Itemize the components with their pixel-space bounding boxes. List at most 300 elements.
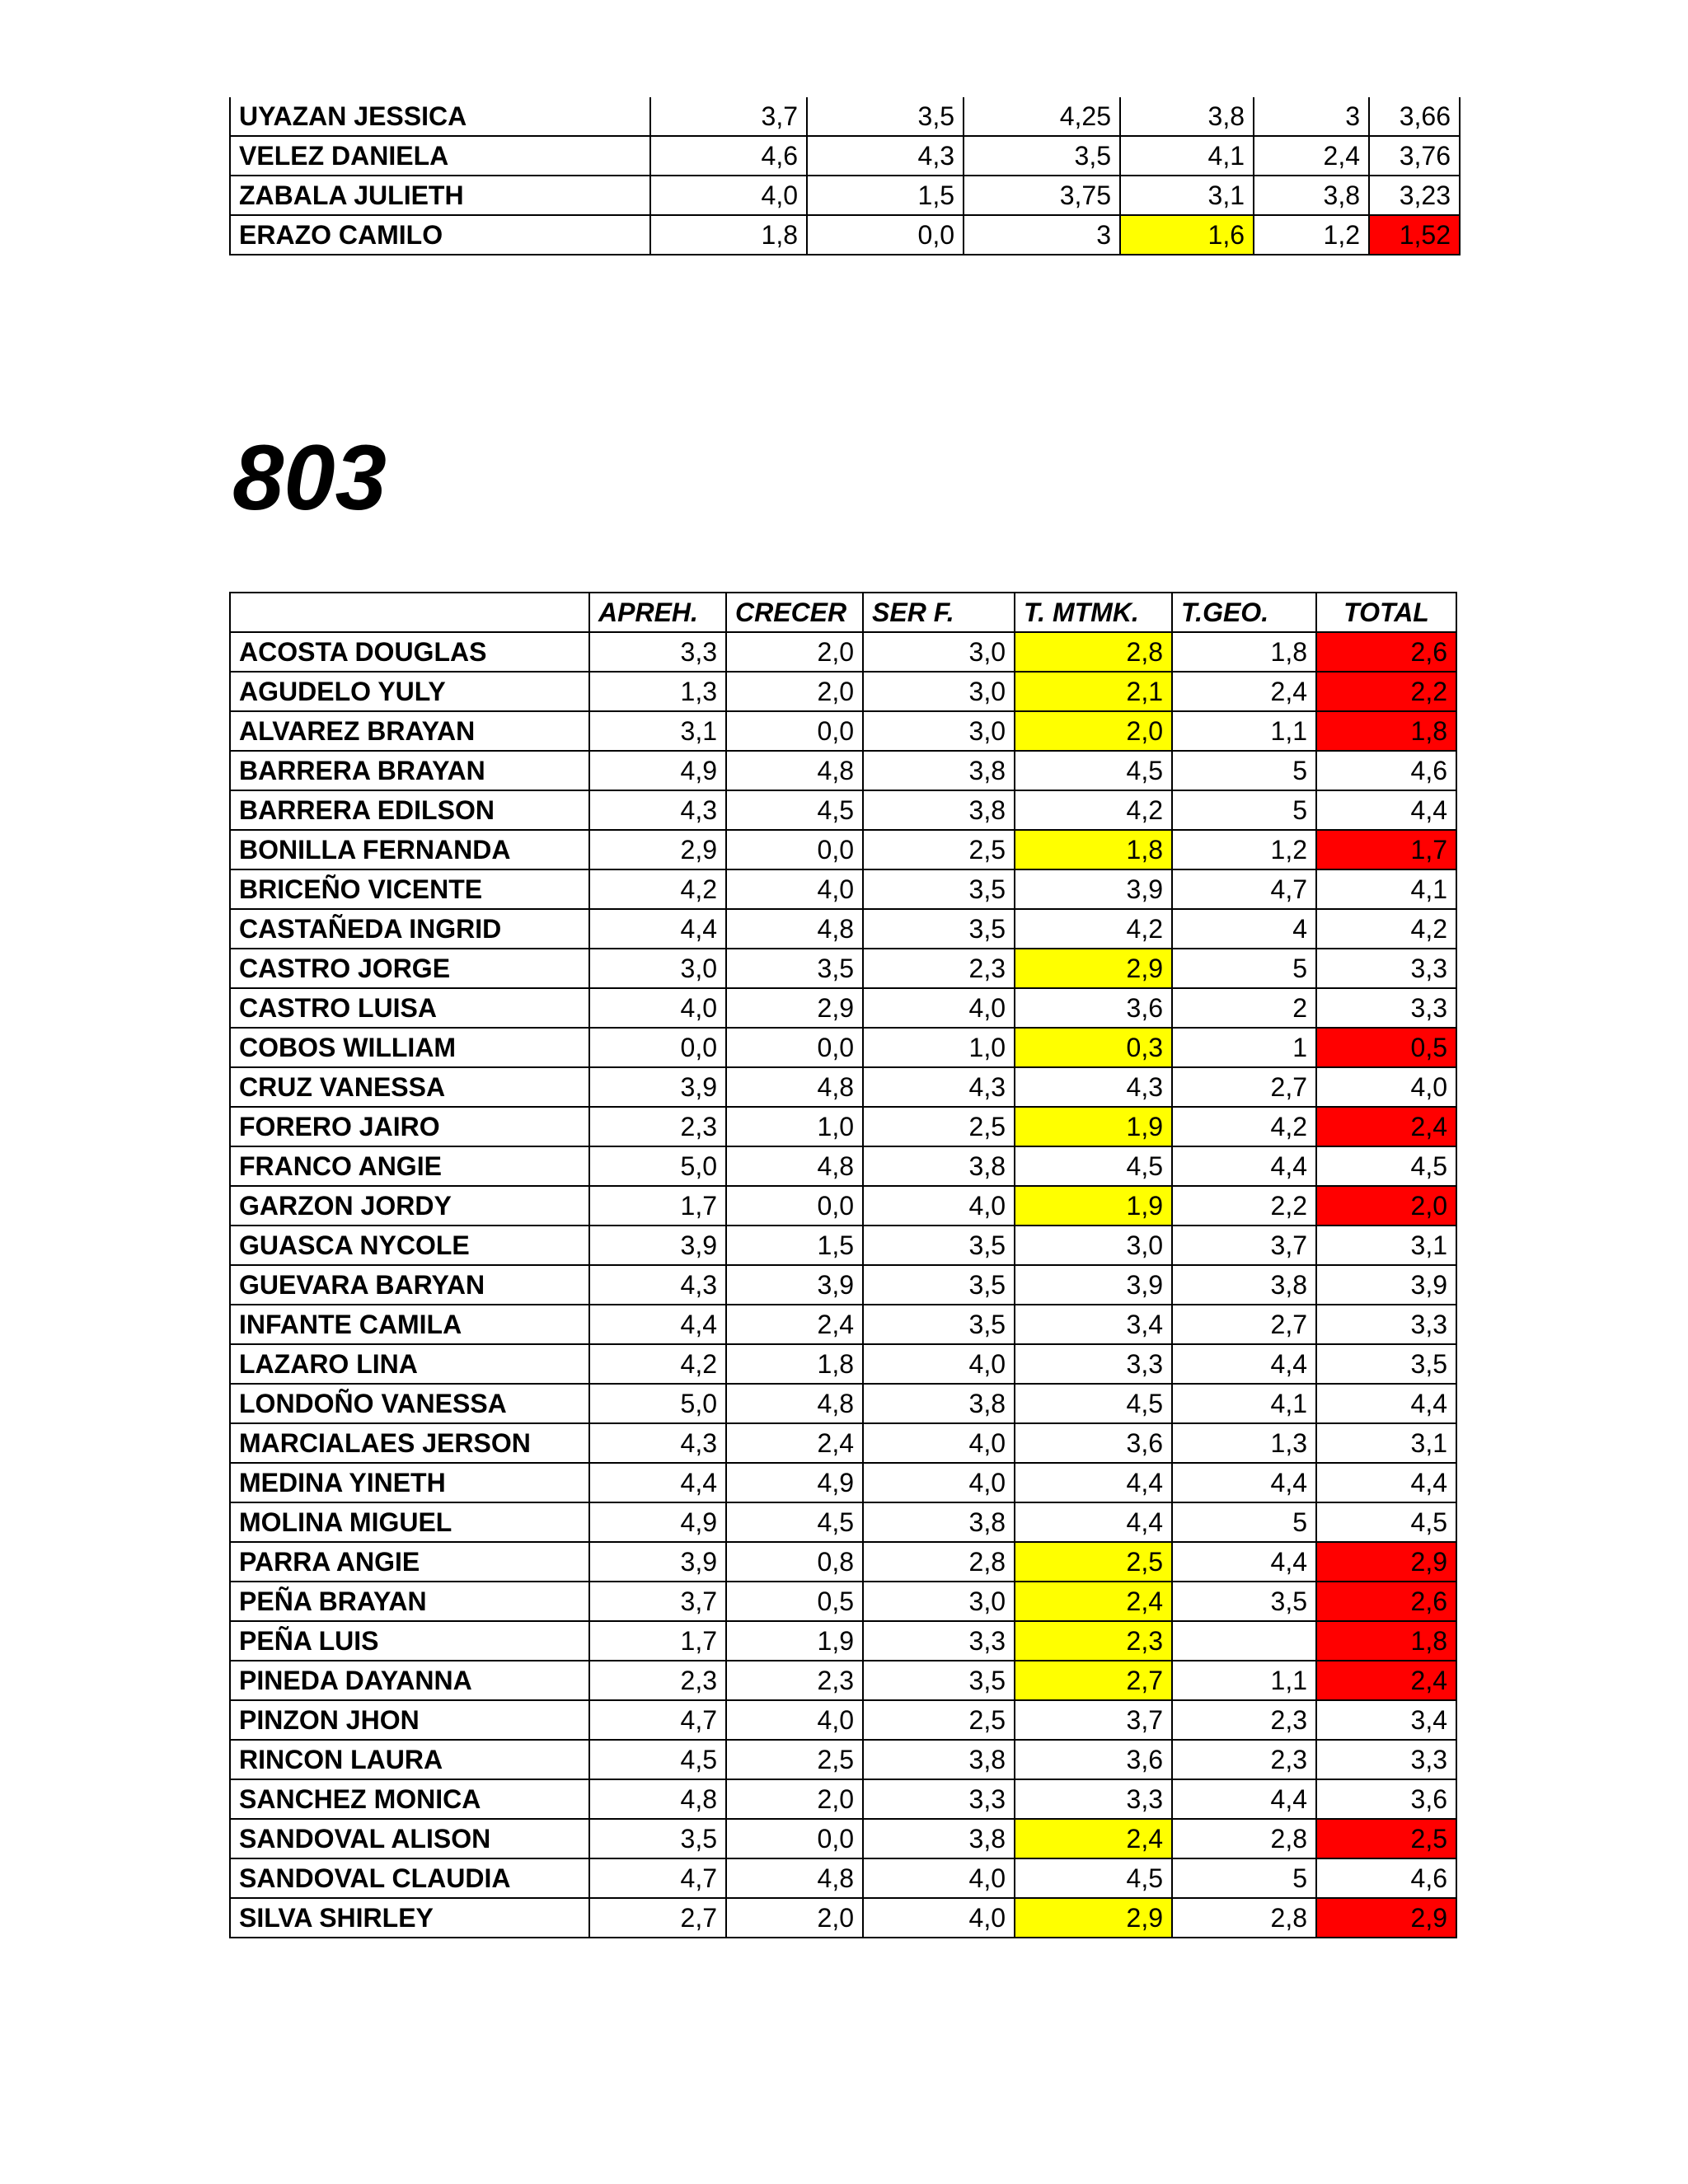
table-row [230, 136, 1460, 176]
grade-cell: 3,3 [863, 1621, 1015, 1661]
grade-cell: 4,5 [726, 1502, 863, 1542]
grade-cell: 4,25 [964, 97, 1120, 136]
grade-cell: 1,8 [650, 215, 807, 255]
grade-cell: 1,5 [807, 176, 964, 215]
grade-cell: 4,8 [726, 1146, 863, 1186]
grade-cell: 1,1 [1172, 1661, 1316, 1700]
grade-cell: 4,8 [589, 1779, 726, 1819]
grade-cell: 3 [1254, 97, 1369, 136]
table-row [230, 176, 1460, 215]
table-row [230, 1819, 1456, 1858]
student-name: MARCIALAES JERSON [230, 1423, 589, 1463]
student-name: SANCHEZ MONICA [230, 1779, 589, 1819]
grade-cell: 4,3 [589, 1423, 726, 1463]
grade-cell: 3,9 [726, 1265, 863, 1305]
grade-cell: 1,9 [1015, 1186, 1172, 1226]
grade-cell: 4,0 [863, 1423, 1015, 1463]
grade-cell: 4,1 [1120, 136, 1254, 176]
total-cell: 2,9 [1316, 1542, 1456, 1582]
grade-cell: 5 [1172, 1502, 1316, 1542]
student-name: UYAZAN JESSICA [230, 97, 650, 136]
total-cell: 2,5 [1316, 1819, 1456, 1858]
grade-cell: 3,8 [863, 1740, 1015, 1779]
column-header: SER F. [863, 593, 1015, 632]
grade-cell: 4,7 [1172, 869, 1316, 909]
student-name: SANDOVAL ALISON [230, 1819, 589, 1858]
grade-cell: 4,8 [726, 751, 863, 790]
grade-cell: 1,8 [1015, 830, 1172, 869]
grade-cell: 2,1 [1015, 672, 1172, 711]
group-803-grades-table [229, 592, 1457, 1938]
table-row [230, 97, 1460, 136]
grade-cell: 3,9 [1015, 869, 1172, 909]
grade-cell: 4,0 [863, 1858, 1015, 1898]
grade-cell: 0,0 [726, 711, 863, 751]
grade-cell: 3,8 [863, 1819, 1015, 1858]
total-cell: 4,0 [1316, 1067, 1456, 1107]
grade-cell: 4,5 [1015, 1858, 1172, 1898]
student-name: GUEVARA BARYAN [230, 1265, 589, 1305]
grade-cell: 4,5 [1015, 751, 1172, 790]
student-name: BRICEÑO VICENTE [230, 869, 589, 909]
grade-cell: 3,0 [863, 1582, 1015, 1621]
table-row [230, 1542, 1456, 1582]
grade-cell: 1,8 [1172, 632, 1316, 672]
grade-cell: 5 [1172, 790, 1316, 830]
table-row [230, 1700, 1456, 1740]
table-row [230, 1898, 1456, 1938]
grade-cell: 3,5 [863, 909, 1015, 949]
total-cell: 2,0 [1316, 1186, 1456, 1226]
total-cell: 1,8 [1316, 711, 1456, 751]
student-name: GARZON JORDY [230, 1186, 589, 1226]
grade-cell: 1,0 [726, 1107, 863, 1146]
grade-cell: 3,5 [863, 869, 1015, 909]
grade-cell: 3,9 [589, 1542, 726, 1582]
grade-cell: 4,8 [726, 1384, 863, 1423]
grade-cell: 4,8 [726, 1067, 863, 1107]
grade-cell: 3,7 [650, 97, 807, 136]
grade-cell: 4,0 [863, 1898, 1015, 1938]
grade-cell: 4,4 [1172, 1542, 1316, 1582]
total-cell: 4,4 [1316, 790, 1456, 830]
grade-cell: 2,8 [1015, 632, 1172, 672]
grade-cell: 4,9 [726, 1463, 863, 1502]
total-cell: 2,9 [1316, 1898, 1456, 1938]
column-header: T. MTMK. [1015, 593, 1172, 632]
grade-cell: 4,5 [1015, 1384, 1172, 1423]
grade-cell: 5,0 [589, 1146, 726, 1186]
student-name: PINZON JHON [230, 1700, 589, 1740]
column-header: APREH. [589, 593, 726, 632]
table-row [230, 1107, 1456, 1146]
grade-cell: 3,5 [589, 1819, 726, 1858]
total-cell: 3,3 [1316, 988, 1456, 1028]
grade-cell: 1,9 [726, 1621, 863, 1661]
grade-cell: 2,3 [1172, 1700, 1316, 1740]
table-row [230, 1186, 1456, 1226]
grade-cell: 2,0 [726, 672, 863, 711]
grade-cell: 3,5 [863, 1226, 1015, 1265]
total-cell: 1,8 [1316, 1621, 1456, 1661]
grade-cell: 2 [1172, 988, 1316, 1028]
grade-cell: 4,4 [1172, 1779, 1316, 1819]
student-name: ERAZO CAMILO [230, 215, 650, 255]
grade-cell: 3,5 [726, 949, 863, 988]
grade-cell: 4,4 [1172, 1463, 1316, 1502]
table-row [230, 215, 1460, 255]
grade-cell: 3,8 [863, 751, 1015, 790]
table-row [230, 909, 1456, 949]
grade-cell: 0,0 [807, 215, 964, 255]
student-name: MEDINA YINETH [230, 1463, 589, 1502]
student-name: SANDOVAL CLAUDIA [230, 1858, 589, 1898]
grade-cell: 3,8 [863, 1146, 1015, 1186]
grade-cell: 3,7 [1015, 1700, 1172, 1740]
table-row [230, 949, 1456, 988]
grade-cell: 3,5 [863, 1305, 1015, 1344]
grade-cell: 2,9 [1015, 1898, 1172, 1938]
grade-cell: 4,3 [589, 790, 726, 830]
grade-cell: 4,1 [1172, 1384, 1316, 1423]
student-name: FRANCO ANGIE [230, 1146, 589, 1186]
grade-cell: 2,3 [726, 1661, 863, 1700]
student-name: SILVA SHIRLEY [230, 1898, 589, 1938]
grade-cell: 5,0 [589, 1384, 726, 1423]
grade-cell: 0,0 [726, 1186, 863, 1226]
total-cell: 2,4 [1316, 1661, 1456, 1700]
grade-cell: 3,8 [1120, 97, 1254, 136]
table-row [230, 1067, 1456, 1107]
grade-cell: 3,0 [863, 632, 1015, 672]
grade-cell: 2,3 [1172, 1740, 1316, 1779]
table-row [230, 1661, 1456, 1700]
table-row [230, 1146, 1456, 1186]
grade-cell: 3,0 [589, 949, 726, 988]
grade-cell: 1,3 [589, 672, 726, 711]
total-cell: 3,6 [1316, 1779, 1456, 1819]
table-row [230, 711, 1456, 751]
grade-cell: 2,0 [726, 632, 863, 672]
grade-cell: 5 [1172, 949, 1316, 988]
grade-cell: 4,3 [807, 136, 964, 176]
table-row [230, 1502, 1456, 1542]
grade-cell: 2,7 [589, 1898, 726, 1938]
grade-cell: 3,9 [1015, 1265, 1172, 1305]
grade-cell: 1,0 [863, 1028, 1015, 1067]
student-name: CASTRO LUISA [230, 988, 589, 1028]
grade-cell: 4,4 [1172, 1344, 1316, 1384]
student-name: BARRERA BRAYAN [230, 751, 589, 790]
grade-cell: 2,7 [1172, 1305, 1316, 1344]
grade-cell: 4,4 [1015, 1463, 1172, 1502]
grade-cell: 1,5 [726, 1226, 863, 1265]
student-name: ZABALA JULIETH [230, 176, 650, 215]
grade-cell: 3 [964, 215, 1120, 255]
grade-cell: 0,5 [726, 1582, 863, 1621]
total-cell: 2,6 [1316, 1582, 1456, 1621]
table-row [230, 1028, 1456, 1067]
grade-cell: 3,23 [1369, 176, 1460, 215]
grade-cell: 1,2 [1254, 215, 1369, 255]
grade-cell: 4,5 [1015, 1146, 1172, 1186]
total-cell: 3,4 [1316, 1700, 1456, 1740]
grade-cell: 4,0 [726, 869, 863, 909]
grade-cell: 4,0 [863, 988, 1015, 1028]
grade-cell: 4,2 [589, 869, 726, 909]
grade-cell: 4,4 [1015, 1502, 1172, 1542]
total-cell: 4,6 [1316, 1858, 1456, 1898]
grade-cell: 3,3 [589, 632, 726, 672]
grade-cell: 3,0 [863, 672, 1015, 711]
grade-cell: 2,3 [863, 949, 1015, 988]
grade-cell [1172, 1621, 1316, 1661]
total-cell: 2,2 [1316, 672, 1456, 711]
grade-cell: 3,5 [807, 97, 964, 136]
grade-cell: 1,9 [1015, 1107, 1172, 1146]
student-name: ACOSTA DOUGLAS [230, 632, 589, 672]
total-cell: 3,3 [1316, 949, 1456, 988]
total-cell: 3,1 [1316, 1423, 1456, 1463]
grade-cell: 2,5 [863, 1700, 1015, 1740]
column-header [230, 593, 589, 632]
total-cell: 2,6 [1316, 632, 1456, 672]
grade-cell: 3,3 [1015, 1779, 1172, 1819]
total-cell: 3,5 [1316, 1344, 1456, 1384]
grade-cell: 2,9 [589, 830, 726, 869]
grade-cell: 2,5 [726, 1740, 863, 1779]
grade-cell: 4,8 [726, 909, 863, 949]
grade-cell: 4,9 [589, 1502, 726, 1542]
grade-cell: 4,0 [726, 1700, 863, 1740]
table-row [230, 1344, 1456, 1384]
grade-cell: 3,76 [1369, 136, 1460, 176]
total-cell: 1,7 [1316, 830, 1456, 869]
section-title: 803 [232, 426, 387, 529]
total-cell: 3,1 [1316, 1226, 1456, 1265]
grade-cell: 2,8 [863, 1542, 1015, 1582]
student-name: INFANTE CAMILA [230, 1305, 589, 1344]
student-name: BONILLA FERNANDA [230, 830, 589, 869]
table-row [230, 790, 1456, 830]
grade-cell: 2,5 [863, 1107, 1015, 1146]
student-name: COBOS WILLIAM [230, 1028, 589, 1067]
student-name: GUASCA NYCOLE [230, 1226, 589, 1265]
grade-cell: 4,9 [589, 751, 726, 790]
grade-cell: 4,2 [1015, 909, 1172, 949]
total-cell: 4,4 [1316, 1463, 1456, 1502]
grade-cell: 3,0 [863, 711, 1015, 751]
grade-cell: 3,9 [589, 1226, 726, 1265]
grade-cell: 3,75 [964, 176, 1120, 215]
grade-cell: 3,5 [1172, 1582, 1316, 1621]
table-row [230, 1305, 1456, 1344]
student-name: ALVAREZ BRAYAN [230, 711, 589, 751]
grade-cell: 2,3 [589, 1661, 726, 1700]
grade-cell: 4 [1172, 909, 1316, 949]
grade-cell: 4,5 [726, 790, 863, 830]
student-name: BARRERA EDILSON [230, 790, 589, 830]
table-row [230, 830, 1456, 869]
grade-cell: 1 [1172, 1028, 1316, 1067]
grade-cell: 4,0 [863, 1186, 1015, 1226]
grade-cell: 4,4 [589, 909, 726, 949]
grade-cell: 2,5 [1015, 1542, 1172, 1582]
grade-cell: 1,8 [726, 1344, 863, 1384]
student-name: CASTRO JORGE [230, 949, 589, 988]
grade-cell: 2,0 [726, 1779, 863, 1819]
top-grades-table [229, 97, 1461, 255]
student-name: VELEZ DANIELA [230, 136, 650, 176]
grade-cell: 3,8 [1172, 1265, 1316, 1305]
grade-cell: 4,4 [589, 1305, 726, 1344]
grade-cell: 2,9 [726, 988, 863, 1028]
student-name: PEÑA BRAYAN [230, 1582, 589, 1621]
header-row [230, 593, 1456, 632]
student-name: PEÑA LUIS [230, 1621, 589, 1661]
total-cell: 3,3 [1316, 1740, 1456, 1779]
grade-cell: 4,0 [650, 176, 807, 215]
total-cell: 4,5 [1316, 1146, 1456, 1186]
grade-cell: 5 [1172, 751, 1316, 790]
table-row [230, 1265, 1456, 1305]
table-row [230, 751, 1456, 790]
grade-cell: 4,3 [863, 1067, 1015, 1107]
table-row [230, 1621, 1456, 1661]
table-row [230, 672, 1456, 711]
grade-cell: 3,8 [1254, 176, 1369, 215]
total-cell: 4,5 [1316, 1502, 1456, 1542]
grade-cell: 3,5 [863, 1661, 1015, 1700]
grade-cell: 2,8 [1172, 1898, 1316, 1938]
table-row [230, 1858, 1456, 1898]
table-row [230, 1463, 1456, 1502]
grade-cell: 3,8 [863, 790, 1015, 830]
total-cell: 4,2 [1316, 909, 1456, 949]
student-name: MOLINA MIGUEL [230, 1502, 589, 1542]
grade-cell: 2,4 [1015, 1582, 1172, 1621]
grade-cell: 0,0 [726, 1819, 863, 1858]
grade-cell: 3,3 [863, 1779, 1015, 1819]
grade-cell: 2,7 [1172, 1067, 1316, 1107]
grade-cell: 1,52 [1369, 215, 1460, 255]
grade-cell: 2,0 [726, 1898, 863, 1938]
grade-cell: 2,4 [1172, 672, 1316, 711]
student-name: RINCON LAURA [230, 1740, 589, 1779]
total-cell: 4,6 [1316, 751, 1456, 790]
grade-cell: 4,3 [589, 1265, 726, 1305]
grade-cell: 3,9 [589, 1067, 726, 1107]
grade-cell: 4,4 [1172, 1146, 1316, 1186]
grade-cell: 1,2 [1172, 830, 1316, 869]
grade-cell: 4,0 [863, 1463, 1015, 1502]
student-name: PINEDA DAYANNA [230, 1661, 589, 1700]
grade-cell: 4,7 [589, 1700, 726, 1740]
grade-cell: 4,0 [589, 988, 726, 1028]
total-cell: 4,4 [1316, 1384, 1456, 1423]
grade-cell: 0,0 [726, 830, 863, 869]
table-row [230, 1423, 1456, 1463]
table-row [230, 1740, 1456, 1779]
student-name: FORERO JAIRO [230, 1107, 589, 1146]
grade-cell: 0,8 [726, 1542, 863, 1582]
total-cell: 3,3 [1316, 1305, 1456, 1344]
table-row [230, 632, 1456, 672]
grade-cell: 5 [1172, 1858, 1316, 1898]
grade-cell: 1,7 [589, 1186, 726, 1226]
grade-cell: 4,2 [1015, 790, 1172, 830]
table-row [230, 1779, 1456, 1819]
grade-cell: 4,6 [650, 136, 807, 176]
grade-cell: 2,0 [1015, 711, 1172, 751]
grade-cell: 3,5 [964, 136, 1120, 176]
total-cell: 4,1 [1316, 869, 1456, 909]
grade-cell: 3,5 [863, 1265, 1015, 1305]
column-header: TOTAL [1316, 593, 1456, 632]
grade-cell: 2,7 [1015, 1661, 1172, 1700]
grade-cell: 2,3 [1015, 1621, 1172, 1661]
table-row [230, 988, 1456, 1028]
grade-cell: 1,7 [589, 1621, 726, 1661]
student-name: LAZARO LINA [230, 1344, 589, 1384]
grade-cell: 3,66 [1369, 97, 1460, 136]
grade-cell: 1,6 [1120, 215, 1254, 255]
student-name: CRUZ VANESSA [230, 1067, 589, 1107]
grade-cell: 3,6 [1015, 988, 1172, 1028]
grade-cell: 2,9 [1015, 949, 1172, 988]
grade-cell: 2,4 [1015, 1819, 1172, 1858]
grade-cell: 3,1 [1120, 176, 1254, 215]
grade-cell: 3,4 [1015, 1305, 1172, 1344]
student-name: LONDOÑO VANESSA [230, 1384, 589, 1423]
grade-cell: 3,6 [1015, 1423, 1172, 1463]
total-cell: 3,9 [1316, 1265, 1456, 1305]
column-header: T.GEO. [1172, 593, 1316, 632]
grade-cell: 4,5 [589, 1740, 726, 1779]
grade-cell: 4,4 [589, 1463, 726, 1502]
grade-cell: 0,0 [589, 1028, 726, 1067]
table-row [230, 1226, 1456, 1265]
grade-cell: 3,7 [1172, 1226, 1316, 1265]
grade-cell: 3,8 [863, 1384, 1015, 1423]
grade-cell: 2,3 [589, 1107, 726, 1146]
table-row [230, 869, 1456, 909]
grade-cell: 4,7 [589, 1858, 726, 1898]
grade-cell: 2,5 [863, 830, 1015, 869]
grade-cell: 2,4 [726, 1305, 863, 1344]
grade-cell: 1,3 [1172, 1423, 1316, 1463]
grade-cell: 3,3 [1015, 1344, 1172, 1384]
grade-cell: 0,3 [1015, 1028, 1172, 1067]
student-name: AGUDELO YULY [230, 672, 589, 711]
grade-cell: 4,8 [726, 1858, 863, 1898]
total-cell: 2,4 [1316, 1107, 1456, 1146]
grade-cell: 3,1 [589, 711, 726, 751]
student-name: PARRA ANGIE [230, 1542, 589, 1582]
grade-cell: 4,2 [589, 1344, 726, 1384]
grade-cell: 4,0 [863, 1344, 1015, 1384]
grade-cell: 2,4 [1254, 136, 1369, 176]
grade-cell: 1,1 [1172, 711, 1316, 751]
grade-cell: 3,6 [1015, 1740, 1172, 1779]
table-row [230, 1384, 1456, 1423]
grade-cell: 0,0 [726, 1028, 863, 1067]
grade-cell: 2,2 [1172, 1186, 1316, 1226]
grade-cell: 3,7 [589, 1582, 726, 1621]
table-row [230, 1582, 1456, 1621]
student-name: CASTAÑEDA INGRID [230, 909, 589, 949]
total-cell: 0,5 [1316, 1028, 1456, 1067]
